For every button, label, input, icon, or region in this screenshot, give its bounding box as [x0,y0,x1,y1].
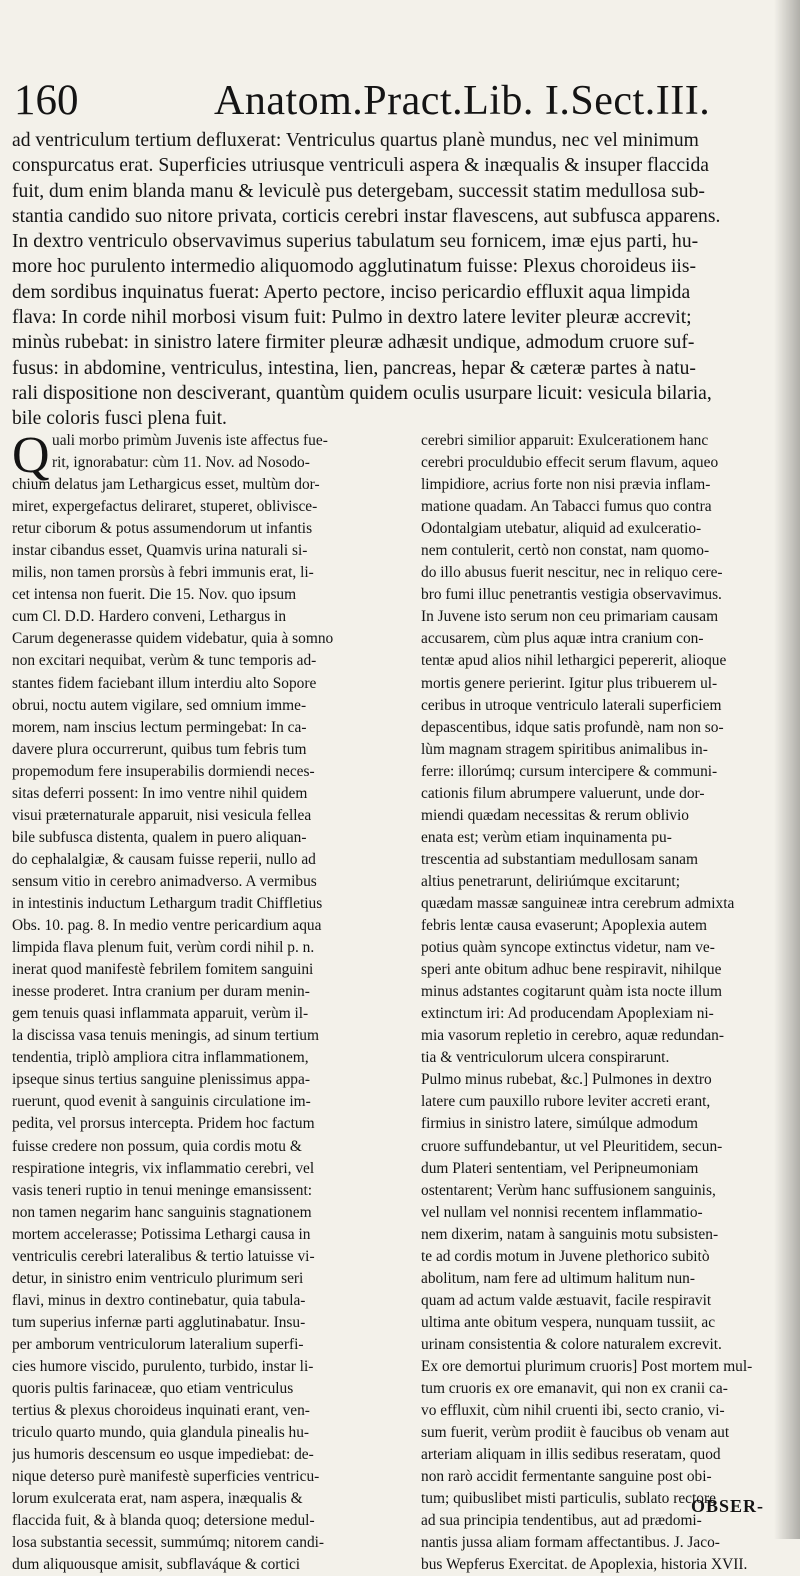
text-line: non tamen negarim hanc sanguinis stagnationem [12,1203,312,1221]
intro-paragraph [12,128,780,432]
text-line: non excitari nequibat, verùm & tunc temporis ad- [12,652,317,670]
text-line: accusarem, cùm plus aquæ intra cranium con- [421,630,704,648]
text-line: cerebri proculdubio effecit serum flavum, aqueo [421,454,719,472]
text-line: bile subfusca distenta, qualem in puero aliquan- [12,828,307,846]
text-line: extinctum iri: Ad producendam Apoplexiam ni- [421,1005,714,1023]
text-line: vel nullam vel nonnisi recentem inflammatio- [421,1203,703,1221]
text-line: fusus: in abdomine, ventriculus, intestina, lien, pancreas, hepar & cæteræ partes à natu- [12,357,696,379]
text-line: speri ante obitum adhuc bene respiravit, nihilque [421,961,722,979]
text-line: respiratione integris, vix inflammatio cerebri, vel [12,1159,315,1177]
text-line: nantis jussa aliam formam affectantibus. J. Jaco- [421,1534,720,1552]
page-header [14,78,784,130]
text-line: do illo abusus fuerit nescitur, nec in reliquo cere- [421,564,723,582]
text-line: nem dixerim, natam à sanguinis motu subsisten- [421,1225,719,1243]
text-line: depascentibus, idque satis profundè, nam non so- [421,718,724,736]
text-line: fuisse credere non possum, quia cordis motu & [12,1137,302,1155]
text-line: la discissa vasa tenuis meningis, ad sinum tertium [12,1027,319,1045]
text-line: ferre: illorúmq; cursum intercipere & communi- [421,762,718,780]
left-column [12,427,409,1576]
text-line: more hoc purulento intermedio aliquomodo agglutinatum fuisse: Plexus choroideus iis- [12,256,697,278]
text-line: nem contulerit, certò non constat, nam quomo- [421,542,710,560]
text-line: sitas deferri possent: In imo ventre nihil quidem [12,784,308,802]
text-line: pedita, vel prorsus intercepta. Pridem hoc factum [12,1115,315,1133]
text-line: mortem accelerasse; Potissima Lethargi causa in [12,1225,311,1243]
text-line: inerat quod manifestè febrilem fomitem sanguini [12,961,314,979]
text-line: nique deterso purè manifestè superficies ventricu- [12,1468,320,1486]
text-line: quædam massæ sanguineæ intra cerebrum admixta [421,894,735,912]
text-line: trescentia ad substantiam medullosam sanam [421,850,698,868]
text-line: bile coloris fusci plena fuit. [12,408,227,430]
text-line: bus Wepferus Exercitat. de Apoplexia, historia XVII. [421,1556,748,1574]
text-line: per amborum ventriculorum lateralium superfi- [12,1335,304,1353]
page-number: 160 [14,77,79,124]
text-line: obrui, noctu autem vigilare, sed omnium imme- [12,696,307,714]
text-line: cies humore viscido, purulento, turbido, instar li- [12,1357,314,1375]
page-footer [12,1496,782,1526]
text-line: sum fuerit, verùm prodiit è faucibus ob venam aut [421,1424,730,1442]
text-line: minùs rubebat: in sinistro latere firmiter pleuræ adhæsit undique, admodum cruore suf- [12,332,695,354]
text-line: Obs. 10. pag. 8. In medio ventre pericardium aqua [12,917,322,935]
text-line: tia & ventriculorum ulcera conspirarunt. [421,1049,670,1067]
text-line: flaccida fuit, & à blanda quoq; detersione medul- [12,1512,315,1530]
running-head: Anatom.Pract.Lib. I.Sect.III. [214,78,711,124]
text-line: altius penetrarunt, deliriúmque excitarunt; [421,872,680,890]
text-line: abolitum, nam fere ad ultimum halitum nun- [421,1269,695,1287]
text-line: conspurcatus erat. Superficies utriusque ventriculi aspera & inæqualis & insuper flaccida [12,155,709,177]
text-line: vasis teneri ruptio in tenui meninge emansissent: [12,1181,313,1199]
text-line: jus humoris descensum eo usque impediebat: de- [12,1446,314,1464]
text-line: losa substantia secessit, summúmq; nitorem candi- [12,1534,325,1552]
text-line: inesse proderet. Intra cranium per duram menin- [12,983,310,1001]
text-line: limpidiore, acrius forte non nisi prævia inflam- [421,476,711,494]
text-line: mortis genere perierint. Igitur plus tribuerem ul- [421,674,718,692]
text-line: mia vasorum repletio in cerebro, aquæ redundan- [421,1027,725,1045]
text-line: detur, in sinistro enim ventriculo plurimum seri [12,1269,304,1287]
text-line: fuit, dum enim blanda manu & leviculè pus detergebam, successit statim medullosa sub- [12,180,705,202]
text-line: Pulmo minus rubebat, &c.] Pulmones in dextro [421,1071,712,1089]
text-line: retur ciborum & potus assumendorum ut infantis [12,520,313,538]
text-line: ostentarent; Verùm hanc suffusionem sanguinis, [421,1181,716,1199]
text-line: tum cruoris ex ore emanavit, qui non ex cranii ca- [421,1380,728,1398]
text-line: cruore suffundebantur, ut vel Pleuritidem, secun- [421,1137,723,1155]
text-line: firmius in sinistro latere, simúlque admodum [421,1115,698,1133]
text-line: ceribus in utroque ventriculo laterali superficiem [421,696,722,714]
text-line: miendi quædam necessitas & rerum oblivio [421,806,690,824]
right-column [421,430,783,1576]
text-line: flavi, minus in dextro continebatur, quia tabula- [12,1291,306,1309]
text-line: ad sua principia tendentibus, aut ad prædomi- [421,1512,702,1530]
text-line: quam ad actum valde æstuavit, facile respiravit [421,1291,712,1309]
text-line: non rarò accidit fermentante sanguine post obi- [421,1468,712,1486]
text-line: instar cibandus esset, Quamvis urina naturali si- [12,542,308,560]
catchword: OBSER- [690,1496,764,1516]
text-line: Ex ore demortui plurimum cruoris] Post mortem mul- [421,1357,753,1375]
text-line: cet intensa non fuerit. Die 15. Nov. quo ipsum [12,586,297,604]
text-line: lorum exulcerata erat, nam aspera, inæqualis & [12,1490,303,1508]
text-line: te ad cordis motum in Juvene plethorico subitò [421,1247,710,1265]
text-line: sensum vitio in cerebro animadverso. A vermibus [12,872,317,890]
text-line: matione quadam. An Tabacci fumus quo contra [421,498,712,516]
text-line: uali morbo primùm Juvenis iste affectus fue- [52,432,328,449]
text-line: limpida flava plenum fuit, verùm cordi nihil p. n. [12,939,315,957]
text-line: In Juvene isto serum non ceu primariam causam [421,608,719,626]
text-line: arteriam aliquam in illis sedibus reseratam, quod [421,1446,721,1464]
text-line: febris lentæ causa evaserunt; Apoplexia autem [421,917,707,935]
text-line: cerebri similior apparuit: Exulcerationem hanc [421,432,709,449]
text-line: ventriculis cerebri lateralibus & tertio latuisse vi- [12,1247,315,1265]
text-line: dem sordibus inquinatus fuerat: Aperto pectore, inciso pericardio effluxit aqua limpida [12,281,691,303]
text-line: dum aliquousque amisit, subflaváque & cortici [12,1556,301,1574]
text-line: tentæ apud alios nihil lethargici pepererit, alioque [421,652,727,670]
text-line: davere plura occurrerunt, quibus tum febris tum [12,740,307,758]
text-line: vo effluxit, cùm nihil cruenti ibi, secto cranio, vi- [421,1402,725,1420]
text-line: latere cum pauxillo rubore leviter accreti erant, [421,1093,711,1111]
text-line: milis, non tamen prorsùs à febri immunis erat, li- [12,564,314,582]
text-line: stantia candido suo nitore privata, corticis cerebri instar flavescens, aut subfusca apparens. [12,205,721,227]
text-line: tum; quibuslibet misti particulis, sublato rectore [421,1490,716,1508]
text-line: morem, nam inscius lectum permingebat: In ca- [12,718,307,736]
text-line: gem tenuis quasi inflammata apparuit, verùm il- [12,1005,309,1023]
text-line: dum Plateri sententiam, vel Peripneumoniam [421,1159,699,1177]
text-line: rit, ignorabatur: cùm 11. Nov. ad Nosodo- [52,454,310,472]
text-line: tertius & plexus choroideus inquinati erant, ven- [12,1402,310,1420]
text-line: quoris pultis farinaceæ, quo etiam ventriculus [12,1380,294,1398]
text-line: ad ventriculum tertium defluxerat: Ventriculus quartus planè mundus, nec vel minimum [12,130,699,151]
text-line: ipseque sinus tertius sanguine plenissimus appa- [12,1071,310,1089]
text-line: propemodum fere insuperabilis dormiendi neces- [12,762,315,780]
text-line: minus adstantes cogitarunt quàm ista nocte illum [421,983,722,1001]
text-line: cum Cl. D.D. Hardero conveni, Lethargus in [12,608,287,626]
text-line: Carum degenerasse quidem videbatur, quia à somno [12,630,334,648]
text-line: In dextro ventriculo observavimus superius tabulatum seu fornicem, imæ ejus parti, hu- [12,231,699,253]
text-line: in intestinis inductum Lethargum tradit Chiffletius [12,894,323,912]
text-line: Odontalgiam utebatur, aliquid ad exulceratio- [421,520,702,538]
text-line: chium delatus jam Lethargicus esset, multùm dor- [12,476,320,494]
text-line: do cephalalgiæ, & causam fuisse reperii, nullo ad [12,850,316,868]
text-line: enata est; verùm etiam inquinamenta pu- [421,828,672,846]
text-line: potius quàm syncope extinctus videtur, nam ve- [421,939,715,957]
text-line: miret, expergefactus deliraret, stuperet, oblivisce- [12,498,318,516]
text-line: tum superius infernæ parti agglutinabatur. Insu- [12,1313,306,1331]
text-line: flava: In corde nihil morbosi visum fuit: Pulmo in dextro latere leviter pleuræ accrevit; [12,307,692,329]
text-line: rali dispositione non desciverant, quantùm quidem oculis usurpare licuit: vesicula bilaria, [12,382,712,404]
text-line: visui præternaturale apparuit, nisi vesicula fellea [12,806,312,824]
text-line: ultima ante obitum vespera, nunquam tussiit, ac [421,1313,716,1331]
drop-cap: Q [12,427,50,484]
text-line: lùm magnam stragem spiritibus animalibus in- [421,740,708,758]
text-line: bro fumi illuc penetrantis vestigia observavimus. [421,586,722,604]
text-line: cationis filum abrumpere valuerunt, unde dor- [421,784,705,802]
text-line: triculo quarto mundo, quia glandula pinealis hu- [12,1424,310,1442]
text-line: urinam consistentia & colore naturalem excrevit. [421,1335,722,1353]
text-line: stantes fidem faciebant illum interdiu alto Sopore [12,674,317,692]
text-line: ruerunt, quod evenit à sanguinis circulatione im- [12,1093,311,1111]
text-line: tendentia, triplò ampliora citra inflammationem, [12,1049,309,1067]
